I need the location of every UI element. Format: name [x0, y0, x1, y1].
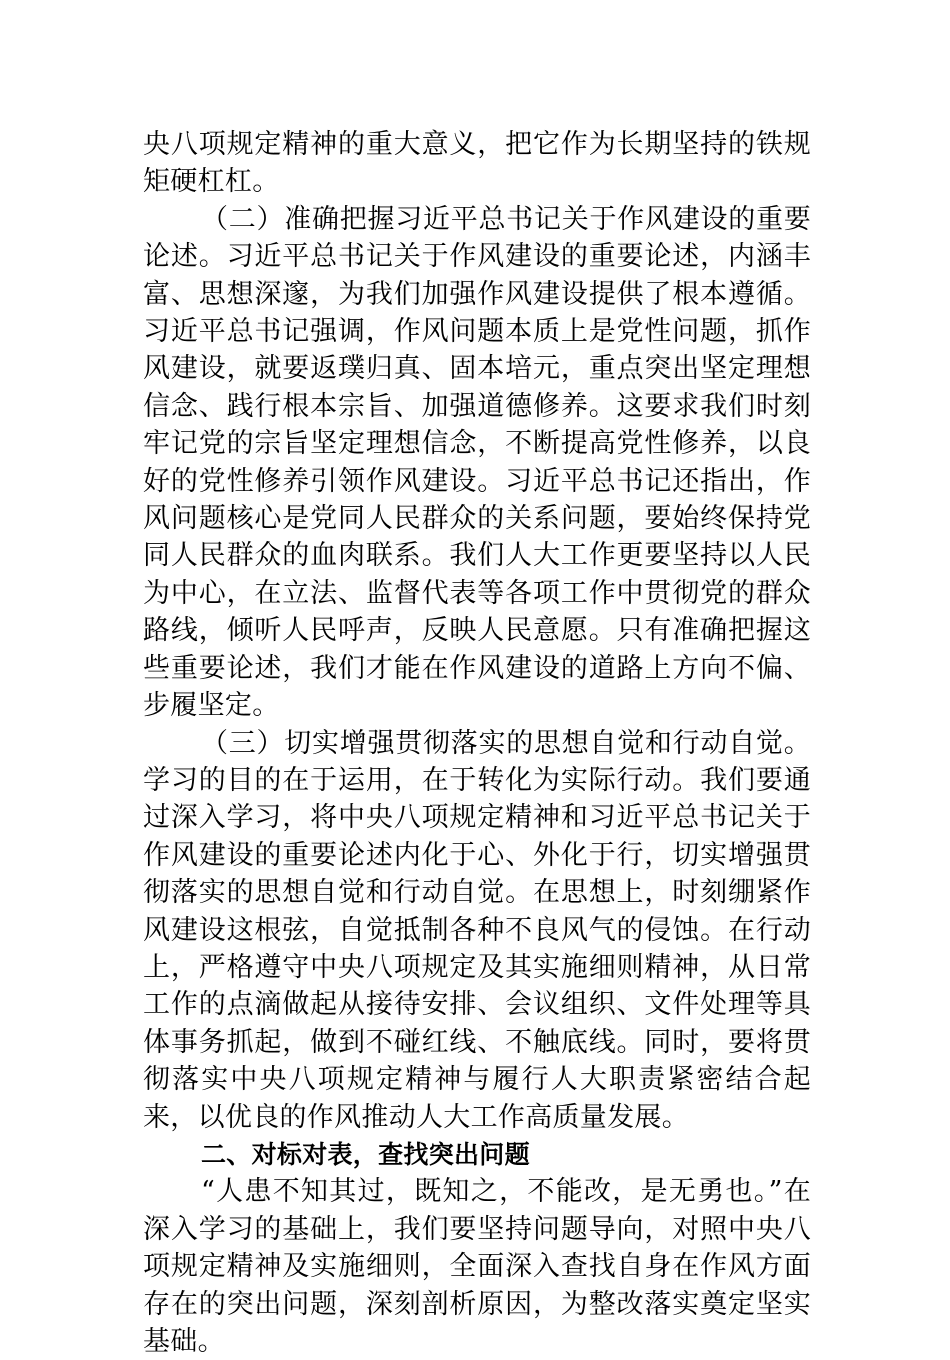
paragraph-section-three: （三）切实增强贯彻落实的思想自觉和行动自觉。学习的目的在于运用，在于转化为实际行动。我们要通过深入学习，将中央八项规定精神和习近平总书记关于作风建设的重要论述内化于心、外化于行，切实增强贯彻落实的思想自觉和行动自觉。在思想上，时刻绷紧作风建设这根弦，自觉抵制各种不良风气的侵蚀。在行动上，严格遵守中央八项规定及其实施细则精神，从日常工作的点滴做起从接待安排、会议组织、文件处理等具体事务抓起，做到不碰红线、不触底线。同时，要将贯彻落实中央八项规定精神与履行人大职责紧密结合起来，以优良的作风推动人大工作高质量发展。 [143, 727, 811, 1133]
section-heading: 二、对标对表，查找突出问题 [201, 1139, 530, 1169]
paragraph-continuation: 央八项规定精神的重大意义，把它作为长期坚持的铁规矩硬杠杠。 [143, 129, 811, 198]
document-body [143, 126, 811, 1360]
paragraph-section-two: （二）准确把握习近平总书记关于作风建设的重要论述。习近平总书记关于作风建设的重要论述，内涵丰富、思想深邃，为我们加强作风建设提供了根本遵循。习近平总书记强调，作风问题本质上是党性问题，抓作风建设，就要返璞归真、固本培元，重点突出坚定理想信念、践行根本宗旨、加强道德修养。这要求我们时刻牢记党的宗旨坚定理想信念，不断提高党性修养，以良好的党性修养引领作风建设。习近平总书记还指出，作风问题核心是党同人民群众的关系问题，要始终保持党同人民群众的血肉联系。我们人大工作更要坚持以人民为中心，在立法、监督代表等各项工作中贯彻党的群众路线，倾听人民呼声，反映人民意愿。只有准确把握这些重要论述，我们才能在作风建设的道路上方向不偏、步履坚定。 [143, 203, 811, 722]
paragraph-quote: “人患不知其过，既知之，不能改，是无勇也。”在深入学习的基础上，我们要坚持问题导向，对照中央八项规定精神及实施细则，全面深入查找自身在作风方面存在的突出问题，深刻剖析原因，为整改落实奠定坚实基础。 [143, 1176, 811, 1357]
